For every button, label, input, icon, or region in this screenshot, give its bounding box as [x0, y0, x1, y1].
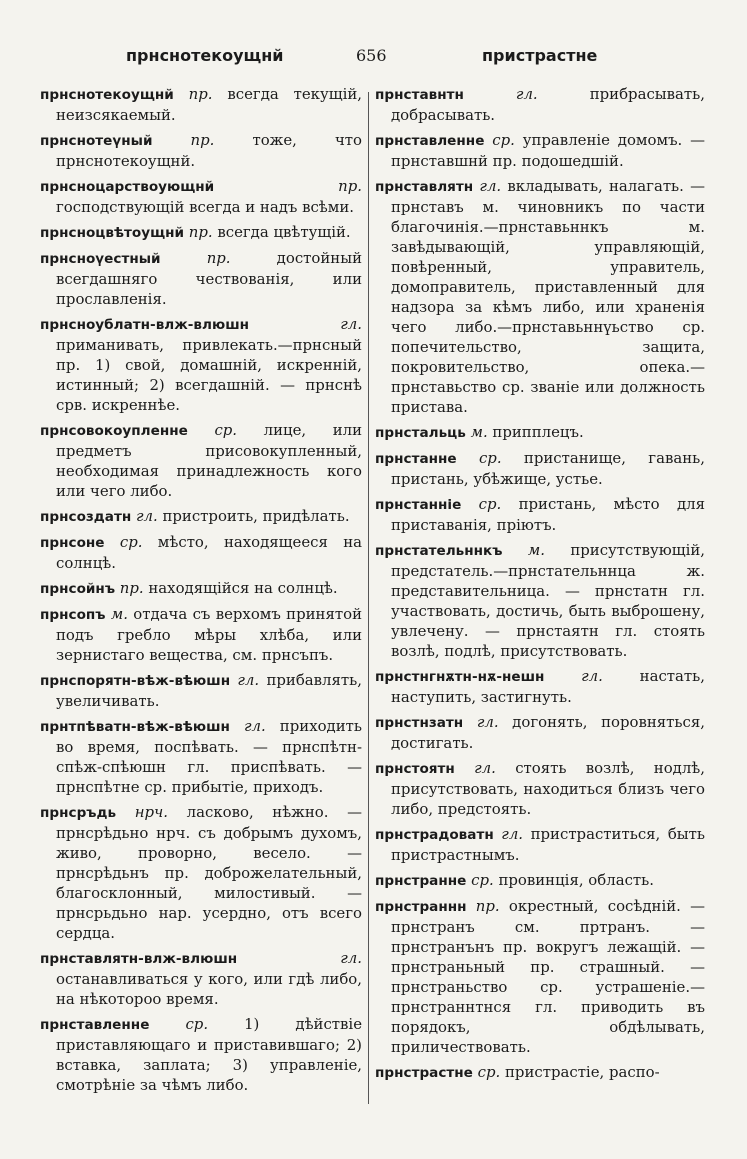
headword: прнстрадоватн	[375, 827, 494, 843]
dictionary-entry	[375, 422, 705, 443]
dictionary-entry	[375, 712, 705, 753]
headword: прнстнгнѫтн-нѫ-нешн	[375, 669, 545, 685]
definition: припплецъ.	[487, 423, 584, 441]
definition: прибрасывать, добрасывать.	[391, 85, 705, 124]
definition: мѣсто, находящееся на солнцѣ.	[56, 533, 362, 572]
part-of-speech: пр.	[338, 177, 362, 195]
dictionary-entry	[40, 716, 362, 797]
definition: окрестный, сосѣдній. —прнстранъ см. пртранъ. — прнстранънъ пр. вокругъ лежащій. — прнстраньный пр. страшный. — прнстраньство ср. устрашеніе.—прнстраннтнся гл. приводить въ порядокъ, обдѣлывать, приличествовать.	[391, 897, 705, 1056]
definition: достойный всегдашняго чествованія, или прославленія.	[56, 249, 362, 308]
headword: прнставлятн-влж-влюшн	[40, 951, 238, 967]
headword: прнсноүестный	[40, 251, 161, 267]
headword: прнстоятн	[375, 761, 455, 777]
dictionary-entry	[375, 870, 705, 891]
headword: прнстранне	[375, 873, 467, 889]
dictionary-entry	[40, 802, 362, 943]
dictionary-entry	[40, 532, 362, 573]
dictionary-entry	[375, 824, 705, 865]
dictionary-entry	[375, 176, 705, 417]
part-of-speech: гл.	[581, 667, 603, 685]
headword: прнсойнъ	[40, 581, 116, 597]
dictionary-entry	[40, 670, 362, 711]
headword: прнтпѣватн-вѣж-вѣюшн	[40, 719, 230, 735]
part-of-speech: ср.	[119, 533, 143, 551]
dictionary-entry	[375, 540, 705, 661]
headword: прнсоздатн	[40, 509, 132, 525]
definition: останавливаться у кого, или гдѣ либо, на нѣкотороо время.	[56, 970, 362, 1008]
part-of-speech: пр.	[188, 223, 213, 241]
dictionary-entry	[40, 948, 362, 1009]
page-number: 656	[356, 46, 387, 65]
headword: прнсовокоупленне	[40, 423, 188, 439]
definition: отдача съ верхомъ принятой подъ гребло мѣры хлѣба, или зернистаго вещества, см. прнсъпъ.	[56, 605, 362, 664]
part-of-speech: гл.	[476, 713, 499, 731]
headword: прнставленне	[375, 133, 485, 149]
part-of-speech: гл.	[501, 825, 524, 843]
definition: всегда цвѣтущій.	[212, 223, 351, 241]
definition: управленіе домомъ. —прнставшнй пр. подошедшій.	[391, 131, 706, 170]
headword: прнстрастне	[375, 1065, 473, 1081]
part-of-speech: гл.	[340, 315, 362, 333]
part-of-speech: ср.	[492, 131, 515, 149]
part-of-speech: м.	[527, 541, 545, 559]
headword: прнсноцарствоующнй	[40, 179, 215, 195]
dictionary-entry	[40, 248, 362, 309]
definition: приходить во время, поспѣвать. — прнспѣтн-спѣж-спѣюшн гл. приспѣвать. — прнспѣтне ср. прибытіе, приходъ.	[56, 717, 362, 796]
definition: пристанище, гавань, пристань, убѣжище, устье.	[391, 449, 706, 488]
dictionary-entry	[40, 130, 362, 171]
headword: прнсръдь	[40, 805, 117, 821]
headword: прнстанніе	[375, 497, 462, 513]
definition: пристраститься, быть пристрастнымъ.	[391, 825, 706, 864]
part-of-speech: гл.	[474, 759, 496, 777]
dictionary-entry	[375, 84, 705, 125]
part-of-speech: м.	[110, 605, 128, 623]
part-of-speech: гл.	[243, 717, 266, 735]
right-column	[375, 84, 705, 1088]
part-of-speech: ср.	[185, 1015, 209, 1033]
part-of-speech: пр.	[190, 131, 215, 149]
dictionary-entry	[375, 1062, 705, 1083]
definition: пристроить, придѣлать.	[157, 507, 350, 525]
definition: вкладывать, налагать. — прнставъ м. чиновникъ по части благочинія.—прнставьннкъ м. завѣдывающій, управляющій, повѣренный, управитель, домоправитель, приставленный для надзора за кѣмъ либо, или храненія чего либо.—прнставьннүьство ср. попечительство, защита, покровительство, опека.— прнставьство ср. званіе или должность пристава.	[391, 177, 706, 416]
dictionary-entry	[375, 494, 705, 535]
definition: господствующій всегда и надъ всѣми.	[56, 198, 355, 216]
definition: присутствующій, предстатель.—прнстательннца ж. представительница. — прнстатн гл. участвовать, достичь, быть выброшену, увлечену. — прнстаятн гл. стоять возлѣ, подлѣ, присутствовать.	[391, 541, 705, 660]
definition: стоять возлѣ, нодлѣ, присутствовать, находиться близъ чего либо, предстоять.	[391, 759, 705, 818]
dictionary-entry	[40, 1014, 362, 1095]
headword: прнсноублатн-влж-влюшн	[40, 317, 250, 333]
definition: пристрастіе, распо-	[500, 1063, 660, 1081]
definition: догонять, поровняться, достигать.	[391, 713, 705, 752]
headword: прнстраннн	[375, 899, 467, 915]
dictionary-entry	[375, 896, 705, 1057]
part-of-speech: ср.	[478, 449, 502, 467]
part-of-speech: гл.	[479, 177, 502, 195]
dictionary-entry	[40, 176, 362, 217]
part-of-speech: пр.	[119, 579, 144, 597]
headword: прнстанне	[375, 451, 457, 467]
headword: прнставленне	[40, 1017, 150, 1033]
dictionary-entry	[40, 420, 362, 501]
headword: прнсопъ	[40, 607, 106, 623]
dictionary-entry	[375, 758, 705, 819]
running-head-left: прнснотекоущнй	[126, 46, 284, 65]
definition: провинція, область.	[493, 871, 654, 889]
dictionary-entry	[40, 84, 362, 125]
definition: прибавлять, увеличивать.	[56, 671, 362, 710]
headword: прнстнзатн	[375, 715, 464, 731]
definition: всегда текущій, неизсякаемый.	[56, 85, 363, 124]
headword: прнснотеүный	[40, 133, 153, 149]
part-of-speech: гл.	[340, 949, 362, 967]
dictionary-entry	[375, 130, 705, 171]
part-of-speech: пр.	[206, 249, 231, 267]
headword: прнстательннкъ	[375, 543, 503, 559]
part-of-speech: нрч.	[134, 803, 169, 821]
part-of-speech: гл.	[135, 507, 158, 525]
definition: находящійся на солнцѣ.	[143, 579, 338, 597]
headword: прнсноцвѣтоущнй	[40, 225, 185, 241]
definition: 1) дѣйствіе приставляющаго и приставившаго; 2) вставка, заплата; 3) управленіе, смотрѣніе за чѣмъ либо.	[56, 1015, 363, 1094]
headword: прнспорятн-вѣж-вѣюшн	[40, 673, 231, 689]
part-of-speech: гл.	[515, 85, 538, 103]
headword: прнснотекоущнй	[40, 87, 174, 103]
dictionary-entry	[40, 222, 362, 243]
definition: тоже, что прнснотекоущнй.	[56, 131, 363, 170]
dictionary-entry	[40, 578, 362, 599]
part-of-speech: ср.	[214, 421, 238, 439]
dictionary-entry	[375, 666, 705, 707]
dictionary-entry	[375, 448, 705, 489]
dictionary-entry	[40, 506, 362, 527]
definition: ласково, нѣжно. — прнсрѣдьно нрч. съ добрымъ духомъ, живо, проворно, весело. — прнсрѣдьнъ пр. доброжелательный, благосклонный, милостивый. — прнсрьдьно нар. усердно, отъ всего сердца.	[56, 803, 362, 942]
headword: прнсоне	[40, 535, 105, 551]
definition: лице, или предметъ присовокупленный, необходимая принадлежность кого или чего либо.	[56, 421, 363, 500]
column-divider	[368, 92, 369, 1104]
left-column	[40, 84, 362, 1100]
definition: настать, наступить, застигнуть.	[391, 667, 705, 706]
part-of-speech: м.	[470, 423, 488, 441]
headword: прнставнтн	[375, 87, 464, 103]
headword: прнстальць	[375, 425, 466, 441]
definition: приманивать, привлекать.—прнсный пр. 1) свой, домашній, искренній, истинный; 2) всегдашній. — прнснѣ срв. искреннѣе.	[56, 336, 362, 414]
dictionary-entry	[40, 604, 362, 665]
part-of-speech: ср.	[477, 1063, 501, 1081]
part-of-speech: ср.	[471, 871, 494, 889]
dictionary-entry	[40, 314, 362, 415]
running-head-right: пристрастне	[482, 46, 598, 65]
part-of-speech: пр.	[188, 85, 213, 103]
page-header	[44, 46, 725, 76]
part-of-speech: гл.	[237, 671, 260, 689]
headword: прнставлятн	[375, 179, 474, 195]
definition: пристань, мѣсто для приставанія, пріютъ.	[391, 495, 705, 534]
part-of-speech: пр.	[475, 897, 500, 915]
part-of-speech: ср.	[478, 495, 502, 513]
